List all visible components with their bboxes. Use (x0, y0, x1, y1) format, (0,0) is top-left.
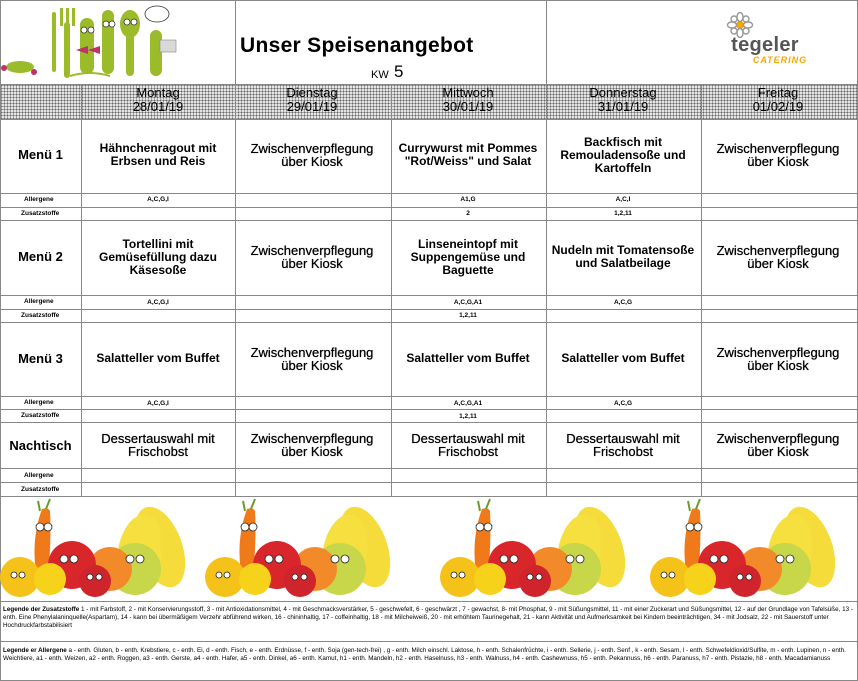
dish-cell: Dessertauswahl mit Frischobst (101, 431, 215, 459)
day-name: Freitag (757, 85, 799, 100)
row-label-menu-2: Menü 2 (18, 249, 63, 264)
day-date: 28/01/19 (132, 99, 184, 114)
dish-cell: Zwischenverpflegung über Kiosk (250, 431, 374, 459)
flower-icon (725, 12, 755, 38)
dish-cell: Salatteller vom Buffet (96, 351, 220, 365)
dish-cell: Salatteller vom Buffet (561, 351, 685, 365)
zusatzstoffe-label: Zusatzstoffe (21, 412, 60, 419)
row-label-menu-1: Menü 1 (18, 147, 63, 162)
allergene-label: Allergene (24, 298, 54, 305)
day-date: 01/02/19 (752, 99, 804, 114)
allergene-value: A,C,G,I (147, 400, 169, 407)
grid-line (0, 409, 858, 410)
dish-cell: Dessertauswahl mit Frischobst (411, 431, 525, 459)
legend-text: 1 - mit Farbstoff, 2 - mit Konservierungsstoff, 3 - mit Antioxidationsmittel, 4 - mit Geschmacksverstärker, 5 - geschwefelt, 6 - geschwärzt , 7 - gewachst, 8- mit Phosphat, 9 - mit Süßungsmittel, 11 - mit einer Zuckerart und Süßungsmittel, 12 - auf der Grundlage von Tafelsüße, 13 - enth. Eine Phenylalaninquelle(Aspartam), 14 - kann bei übermäßigem Verzehr abführend wirken, 16 - chininhaltig, 17 - coffeinhaltig, 18 - mit Milcheiweiß, 20 - mit erhöhtem Taurinegehalt, 21 - kann Aktivität und Aufmerksamkeit bei Kindern beeinträchtigen, 34 - mit Jodsalz, 22 - mit Sauerstoff unter Hochdruckfarbstabilisiert (3, 606, 853, 630)
grid-line (0, 422, 858, 423)
dish-cell: Nudeln mit Tomatensoße und Salatbeilage (551, 243, 695, 270)
dish-cell: Backfisch mit Remouladensoße und Kartoffeln (560, 135, 686, 175)
day-name: Montag (136, 85, 180, 100)
row-label-nachtisch: Nachtisch (9, 438, 72, 453)
allergene-value: A,C,G,A1 (453, 299, 483, 306)
zusatzstoffe-value: 2 (466, 210, 470, 217)
grid-line (0, 220, 858, 221)
dish-cell: Zwischenverpflegung über Kiosk (250, 243, 374, 271)
grid-line (0, 309, 858, 310)
allergene-value: A,C,G (613, 400, 633, 407)
grid-line (0, 396, 858, 397)
day-date: 31/01/19 (597, 99, 649, 114)
day-header-monday (81, 86, 235, 114)
zusatzstoffe-value: 1,2,11 (459, 312, 477, 319)
cutlery-logo-image (0, 0, 235, 84)
dish-cell: Zwischenverpflegung über Kiosk (716, 243, 840, 271)
allergene-label: Allergene (24, 472, 54, 479)
zusatzstoffe-value: 1,2,11 (614, 210, 632, 217)
grid-line (0, 295, 858, 296)
grid-line (0, 482, 858, 483)
allergene-label: Allergene (24, 196, 54, 203)
zusatzstoffe-label: Zusatzstoffe (21, 312, 60, 319)
allergene-label: Allergene (24, 399, 54, 406)
dish-cell: Zwischenverpflegung über Kiosk (716, 431, 840, 459)
day-date: 30/01/19 (442, 99, 494, 114)
allergene-value: A1,G (460, 196, 476, 203)
dish-cell: Zwischenverpflegung über Kiosk (716, 141, 840, 169)
day-header-wednesday (391, 86, 545, 114)
day-name: Donnerstag (589, 85, 657, 100)
allergene-value: A,C,G (613, 299, 633, 306)
brand-subtitle: CATERING (752, 55, 808, 65)
zusatzstoffe-label: Zusatzstoffe (21, 486, 60, 493)
zusatzstoffe-value: 1,2,11 (459, 413, 477, 420)
page-title: Unser Speisenangebot (240, 34, 474, 57)
day-header-friday (701, 86, 855, 114)
grid-line (0, 468, 858, 469)
dish-cell: Zwischenverpflegung über Kiosk (250, 345, 374, 373)
legend-heading: Legende er Allergene (3, 647, 67, 654)
dish-cell: Currywurst mit Pommes "Rot/Weiss" und Salat (398, 141, 538, 168)
grid-line (0, 193, 858, 194)
grid-line (0, 0, 858, 1)
brand-name: tegeler (731, 34, 799, 56)
grid-line (0, 119, 858, 120)
dish-cell: Zwischenverpflegung über Kiosk (716, 345, 840, 373)
allergene-value: A,C,G,A1 (453, 400, 483, 407)
dish-cell: Hähnchenragout mit Erbsen und Reis (99, 141, 217, 168)
grid-line (0, 322, 858, 323)
day-header-tuesday (235, 86, 389, 114)
legend-allergene (3, 647, 855, 663)
day-name: Mittwoch (442, 85, 494, 100)
day-date: 29/01/19 (286, 99, 338, 114)
allergene-value: A,C,G,I (147, 196, 169, 203)
legend-text: a - enth. Gluten, b - enth. Krebstiere, c - enth. Ei, d - enth. Fisch, e - enth. Erdnüsse, f - enth. Soja (gen-tech-frei) , g - enth. Milch einschl. Laktose, h - enth. Schalenfrüchte, i - enth. Sellerie, j - enth. Senf , k - enth. Sesam, l - enth. Schwefeldioxid/Sulfite, m - enth. Lupinen, n - enth. Weichtiere, a1 - enth. Weizen, a2 - enth. Roggen, a3 - enth. Gerste, a4 - enth. Hafer, a5 - enth. Dinkel, a6 - enth. Kamut, h1 - enth. Mandeln, h2 - enth. Haselnuss, h3 - enth. Walnuss, h4 - enth. Cashewnuss, h5 - enth. Pekannuss, h6 - enth. Paranuss, h7 - enth. Pistazie, h8 - enth. Macadamianuss (3, 647, 846, 663)
grid-line (0, 84, 858, 85)
day-name: Dienstag (286, 85, 338, 100)
grid-line (0, 601, 858, 602)
row-label-menu-3: Menü 3 (18, 351, 63, 366)
fruit-illustration (0, 497, 858, 600)
legend-zusatzstoffe (3, 606, 855, 631)
allergene-value: A,C,G,I (147, 299, 169, 306)
dish-cell: Zwischenverpflegung über Kiosk (250, 141, 374, 169)
brand-logo (700, 12, 830, 72)
grid-line (0, 641, 858, 642)
dish-cell: Dessertauswahl mit Frischobst (566, 431, 680, 459)
day-header-thursday (546, 86, 700, 114)
allergene-value: A,C,I (615, 196, 631, 203)
zusatzstoffe-label: Zusatzstoffe (21, 210, 60, 217)
dish-cell: Linseneintopf mit Suppengemüse und Baguette (410, 237, 526, 277)
dish-cell: Tortellini mit Gemüsefüllung dazu Käsesoße (98, 237, 217, 277)
dish-cell: Salatteller vom Buffet (406, 351, 530, 365)
legend-heading: Legende der Zusatzstoffe (3, 606, 80, 613)
week-label: KW (371, 69, 389, 81)
grid-line (0, 207, 858, 208)
week-number: 5 (394, 62, 404, 81)
